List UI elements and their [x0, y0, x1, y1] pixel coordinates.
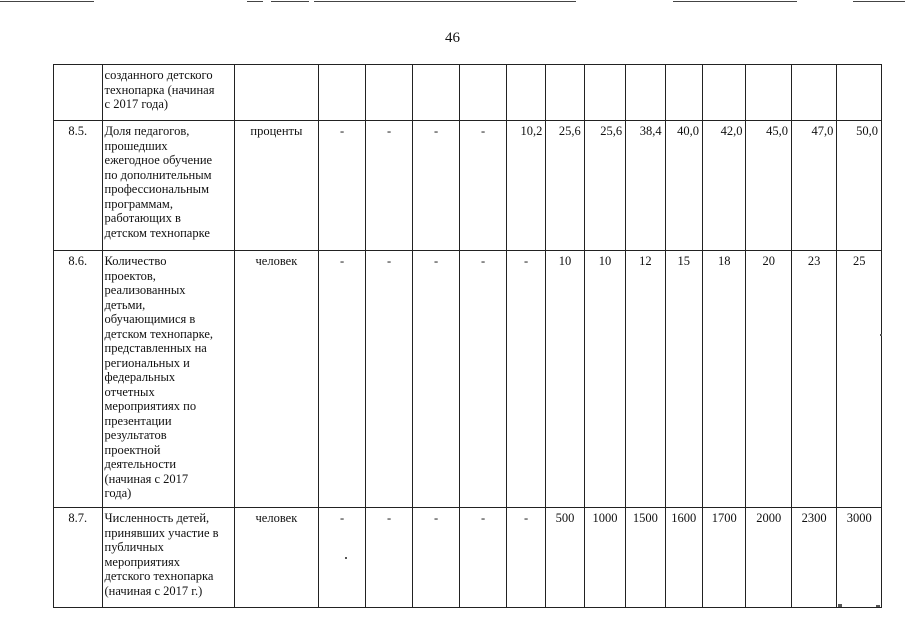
indicator-description — [102, 508, 234, 608]
description-line: отчетных — [104, 384, 155, 399]
value-cell: 25,6 — [584, 121, 625, 251]
value-cell: - — [366, 508, 413, 608]
description-line: работающих в — [104, 211, 181, 225]
value-cell: 1500 — [626, 508, 665, 608]
description-line: принявших участие в — [104, 525, 219, 540]
scan-artifact-line — [271, 1, 309, 2]
scan-artifact-line — [853, 1, 905, 2]
value-cell: - — [318, 251, 366, 508]
scan-artifact-line — [247, 1, 263, 2]
value-cell — [460, 65, 507, 121]
scan-speck — [838, 604, 842, 607]
value-cell: - — [460, 251, 507, 508]
value-cell: - — [366, 121, 413, 251]
description-line: презентации — [104, 413, 172, 428]
description-line: Численность детей, — [104, 511, 210, 525]
value-cell — [837, 65, 882, 121]
value-cell: 23 — [791, 251, 836, 508]
value-cell — [702, 65, 745, 121]
page-number: 46 — [445, 30, 460, 46]
unit-cell: человек — [234, 508, 318, 608]
row-number: 8.5. — [54, 121, 103, 251]
description-line: прошедших — [104, 138, 168, 153]
value-cell: 20 — [746, 251, 791, 508]
row-number — [54, 65, 103, 121]
description-line: проектов, — [104, 268, 156, 283]
description-line: детском технопарке, — [104, 326, 214, 341]
table-row — [54, 121, 882, 251]
description-line: созданного детского — [104, 68, 213, 82]
value-cell — [746, 65, 791, 121]
indicator-description — [102, 251, 234, 508]
description-line: детском технопарке — [104, 225, 210, 240]
description-line: реализованных — [104, 283, 186, 297]
value-cell: 50,0 — [837, 121, 882, 251]
indicator-description — [102, 121, 234, 251]
description-line: профессиональным — [104, 182, 209, 196]
value-cell — [791, 65, 836, 121]
value-cell — [366, 65, 413, 121]
description-line: ежегодное обучение — [104, 153, 213, 167]
indicator-description — [102, 65, 234, 121]
indicators-table — [53, 64, 882, 608]
scan-artifact-line — [314, 1, 576, 2]
scan-speck — [880, 334, 882, 336]
description-line: деятельности — [104, 457, 177, 471]
value-cell: - — [318, 508, 366, 608]
description-line: года) — [104, 486, 132, 500]
value-cell: 12 — [626, 251, 665, 508]
description-line: обучающимися в — [104, 312, 196, 326]
value-cell: - — [412, 251, 460, 508]
value-cell: - — [506, 508, 545, 608]
value-cell: 18 — [702, 251, 745, 508]
value-cell: 1600 — [665, 508, 702, 608]
description-line: (начиная с 2017 — [104, 471, 189, 486]
description-line: региональных и — [104, 355, 190, 370]
description-line: с 2017 года) — [104, 97, 169, 111]
value-cell: - — [412, 121, 460, 251]
table-row — [54, 251, 882, 508]
value-cell: 42,0 — [702, 121, 745, 251]
value-cell — [546, 65, 584, 121]
value-cell: 500 — [546, 508, 584, 608]
unit-cell: человек — [234, 251, 318, 508]
value-cell: - — [460, 508, 507, 608]
value-cell — [412, 65, 460, 121]
value-cell — [318, 65, 366, 121]
scan-artifact-line — [673, 1, 797, 2]
value-cell: - — [366, 251, 413, 508]
value-cell: 10,2 — [506, 121, 545, 251]
description-line: проектной — [104, 442, 161, 457]
description-line: детьми, — [104, 297, 146, 312]
description-line: программам, — [104, 196, 173, 211]
value-cell: 3000 — [837, 508, 882, 608]
description-line: представленных на — [104, 341, 207, 355]
value-cell: 45,0 — [746, 121, 791, 251]
value-cell: 1000 — [584, 508, 625, 608]
row-number: 8.6. — [54, 251, 103, 508]
unit-cell — [234, 65, 318, 121]
scan-artifact-line — [0, 1, 94, 2]
description-line: федеральных — [104, 370, 176, 384]
value-cell — [584, 65, 625, 121]
table-row — [54, 508, 882, 608]
row-number: 8.7. — [54, 508, 103, 608]
description-line: по дополнительным — [104, 167, 212, 182]
description-line: публичных — [104, 540, 164, 554]
scan-speck — [876, 605, 880, 607]
value-cell: - — [460, 121, 507, 251]
value-cell — [626, 65, 665, 121]
value-cell: 10 — [584, 251, 625, 508]
value-cell: 25,6 — [546, 121, 584, 251]
value-cell: 38,4 — [626, 121, 665, 251]
description-line: мероприятиях по — [104, 399, 197, 413]
value-cell: - — [318, 121, 366, 251]
unit-cell: проценты — [234, 121, 318, 251]
description-line: результатов — [104, 428, 167, 442]
table-row — [54, 65, 882, 121]
value-cell — [506, 65, 545, 121]
description-line: мероприятиях — [104, 554, 181, 569]
value-cell: 10 — [546, 251, 584, 508]
description-line: Количество — [104, 254, 167, 268]
value-cell: - — [412, 508, 460, 608]
description-line: (начиная с 2017 г.) — [104, 583, 203, 598]
description-line: Доля педагогов, — [104, 124, 190, 138]
value-cell: 40,0 — [665, 121, 702, 251]
value-cell: 47,0 — [791, 121, 836, 251]
value-cell: 2000 — [746, 508, 791, 608]
description-line: технопарка (начиная — [104, 82, 215, 97]
value-cell: 15 — [665, 251, 702, 508]
scan-speck — [345, 557, 347, 559]
value-cell: 2300 — [791, 508, 836, 608]
value-cell — [665, 65, 702, 121]
value-cell: 1700 — [702, 508, 745, 608]
value-cell: 25 — [837, 251, 882, 508]
value-cell: - — [506, 251, 545, 508]
description-line: детского технопарка — [104, 569, 214, 583]
